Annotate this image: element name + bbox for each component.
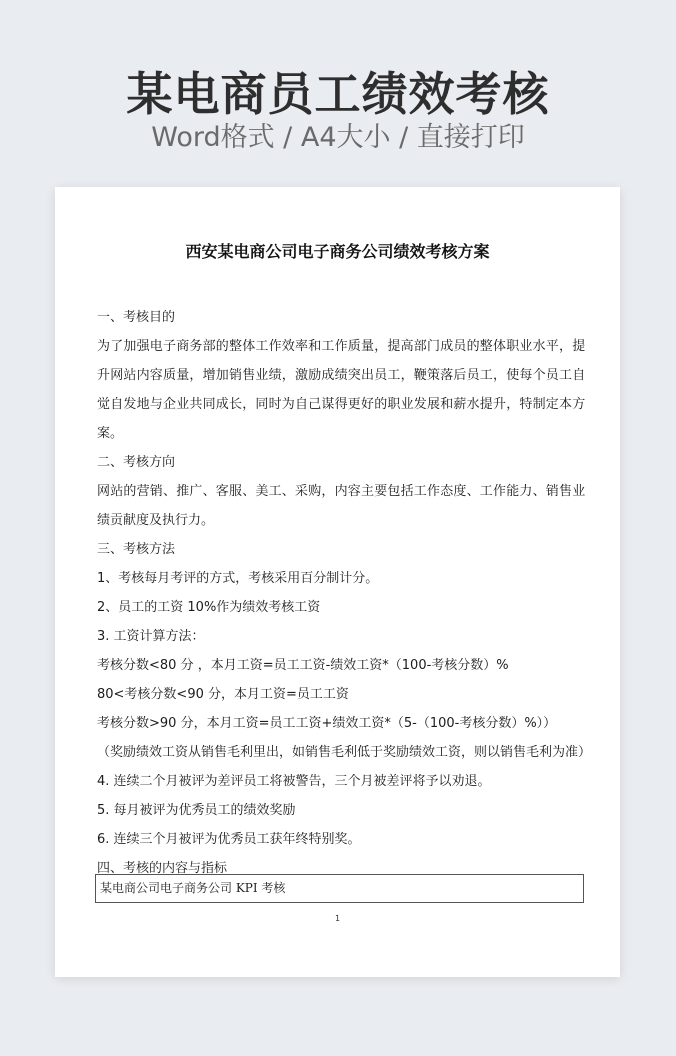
section-heading-content: 四、考核的内容与指标 [97,861,228,876]
section-heading-purpose: 一、考核目的 [97,310,176,325]
list-item: 3. 工资计算方法： [97,629,205,644]
section-heading-direction: 二、考核方向 [97,455,176,470]
paragraph-line: 网站的营销、推广、客服、美工、采购，内容主要包括工作态度、工作能力、销售业 [97,484,586,499]
paragraph-line: 绩贡献度及执行力。 [97,513,215,528]
banner-title: 某电商员工绩效考核 [126,67,550,121]
formula-line: 考核分数>90 分，本月工资=员工工资+绩效工资*（5-（100-考核分数）%）） [97,716,557,731]
paragraph-line: 案。 [97,426,124,441]
list-item: 6. 连续三个月被评为优秀员工获年终特别奖。 [97,832,361,847]
list-item: 2、员工的工资 10%作为绩效考核工资 [97,600,321,615]
list-item: 4. 连续二个月被评为差评员工将被警告，三个月被差评将予以劝退。 [97,774,491,789]
document-page [55,187,620,977]
section-heading-method: 三、考核方法 [97,542,176,557]
kpi-table-header: 某电商公司电子商务公司 KPI 考核 [95,874,584,903]
paragraph-line: 升网站内容质量，增加销售业绩，激励成绩突出员工，鞭策落后员工，使每个员工自 [97,368,586,383]
document-body [97,303,592,883]
list-item: 5. 每月被评为优秀员工的绩效奖励 [97,803,296,818]
banner-subtitle: Word格式 / A4大小 / 直接打印 [151,122,525,153]
paragraph-line: 为了加强电子商务部的整体工作效率和工作质量，提高部门成员的整体职业水平，提 [97,339,586,354]
formula-line: 80<考核分数<90 分，本月工资=员工工资 [97,687,349,702]
formula-line: 考核分数<80 分 ，本月工资=员工工资-绩效工资*（100-考核分数）% [97,658,509,673]
paragraph-line: 觉自发地与企业共同成长，同时为自己谋得更好的职业发展和薪水提升，特制定本方 [97,397,586,412]
page-number: 1 [334,914,341,923]
banner [0,0,676,186]
list-item: 1、考核每月考评的方式，考核采用百分制计分。 [97,571,379,586]
formula-note: （奖励绩效工资从销售毛利里出，如销售毛利低于奖励绩效工资，则以销售毛利为准） [97,745,592,760]
document-title: 西安某电商公司电子商务公司绩效考核方案 [185,242,490,261]
